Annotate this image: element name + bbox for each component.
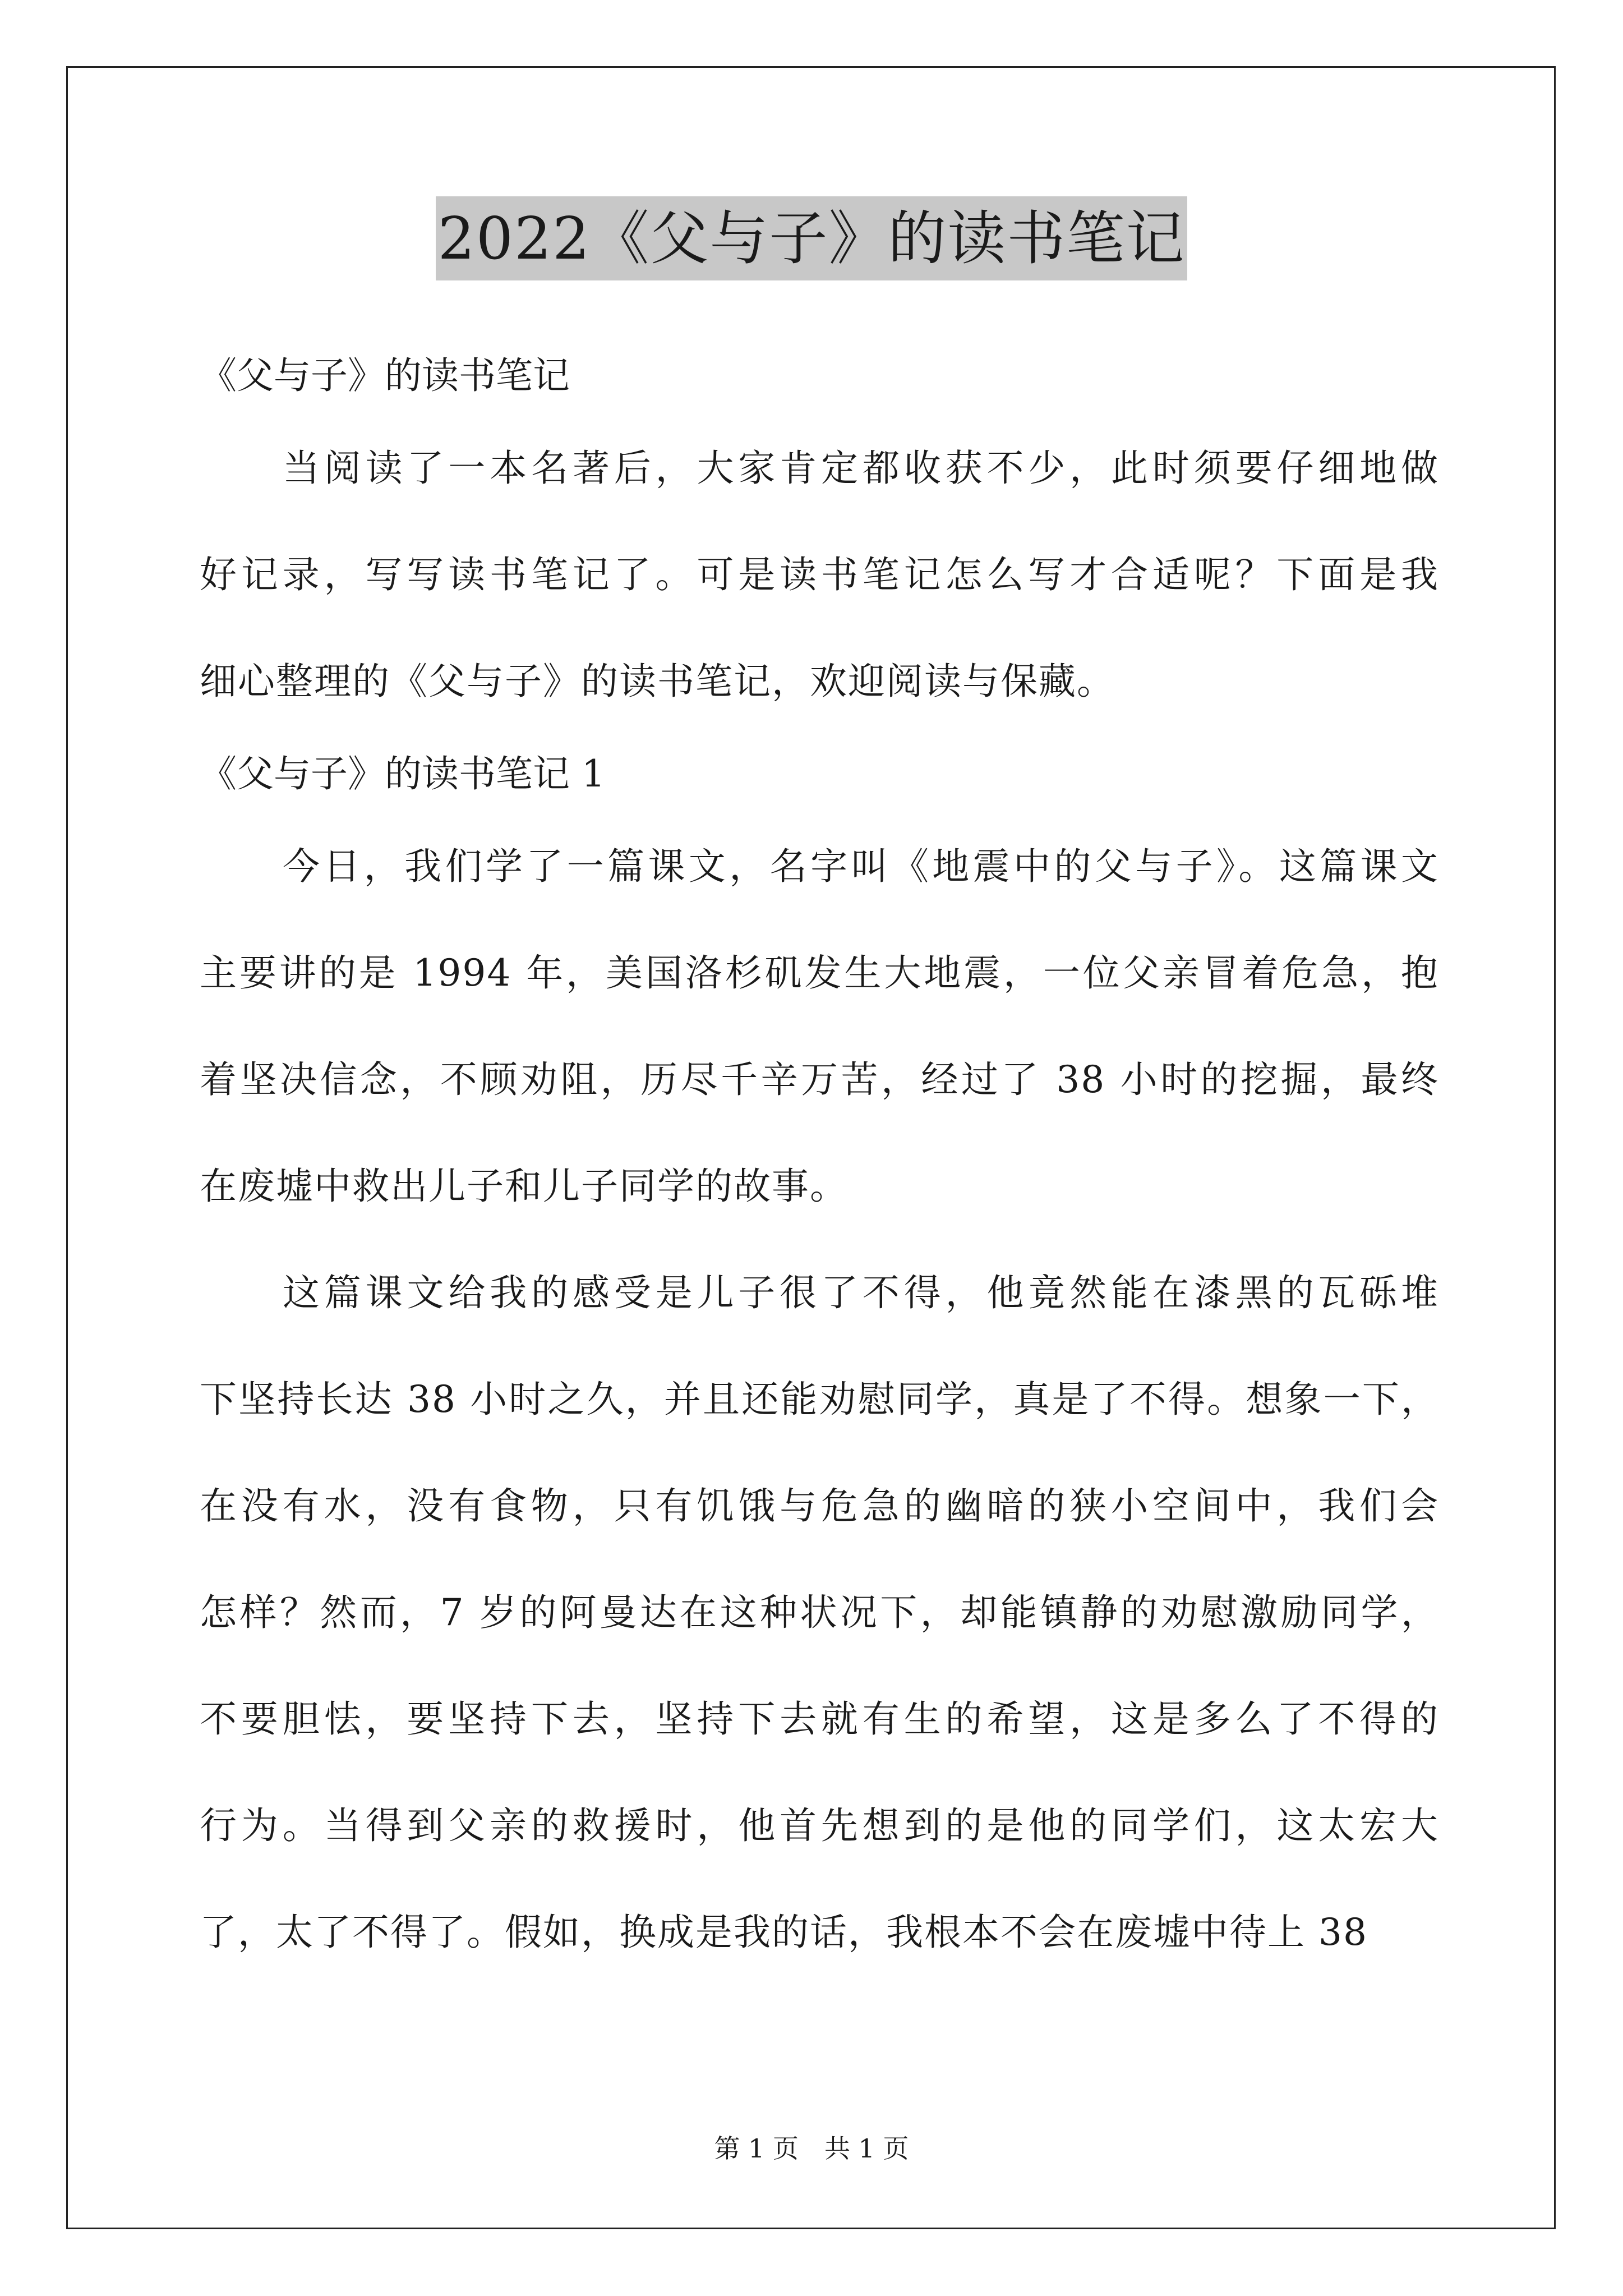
paragraph-line: 主要讲的是 1994 年，美国洛杉矶发生大地震，一位父亲冒着危急，抱 [200, 951, 1439, 995]
paragraph-line: 在废墟中救出儿子和儿子同学的故事。 [200, 1165, 848, 1208]
section-heading: 《父与子》的读书笔记 [200, 354, 570, 397]
paragraph-line: 在没有水，没有食物，只有饥饿与危急的幽暗的狭小空间中，我们会 [200, 1484, 1439, 1527]
document-body [200, 337, 1439, 1986]
title-wrap [0, 196, 1623, 280]
paragraph-line: 细心整理的《父与子》的读书笔记，欢迎阅读与保藏。 [200, 660, 1115, 703]
paragraph-line: 怎样？然而，7 岁的阿曼达在这种状况下，却能镇静的劝慰激励同学， [200, 1591, 1439, 1634]
paragraph-line: 今日，我们学了一篇课文，名字叫《地震中的父与子》。这篇课文 [283, 845, 1439, 888]
paragraph-line: 行为。当得到父亲的救援时，他首先想到的是他的同学们，这太宏大 [200, 1804, 1439, 1847]
paragraph-1 [200, 813, 1439, 1240]
paragraph-line: 不要胆怯，要坚持下去，坚持下去就有生的希望，这是多么了不得的 [200, 1697, 1439, 1741]
paragraph-line: 着坚决信念，不顾劝阻，历尽千辛万苦，经过了 38 小时的挖掘，最终 [200, 1058, 1439, 1101]
paragraph-line: 好记录，写写读书笔记了。可是读书笔记怎么写才合适呢？下面是我 [200, 553, 1439, 596]
paragraph-line: 下坚持长达 38 小时之久，并且还能劝慰同学，真是了不得。想象一下， [200, 1378, 1439, 1421]
intro-paragraph [200, 415, 1439, 735]
section-heading: 《父与子》的读书笔记 1 [200, 752, 605, 795]
document-title: 2022《父与子》的读书笔记 [436, 196, 1188, 280]
paragraph-line: 了，太了不得了。假如，换成是我的话，我根本不会在废墟中待上 38 [200, 1911, 1368, 1954]
page-footer: 第 1 页 共 1 页 [714, 2133, 909, 2164]
paragraph-2 [200, 1240, 1439, 1986]
paragraph-line: 当阅读了一本名著后，大家肯定都收获不少，此时须要仔细地做 [283, 447, 1439, 490]
paragraph-line: 这篇课文给我的感受是儿子很了不得，他竟然能在漆黑的瓦砾堆 [283, 1271, 1439, 1314]
